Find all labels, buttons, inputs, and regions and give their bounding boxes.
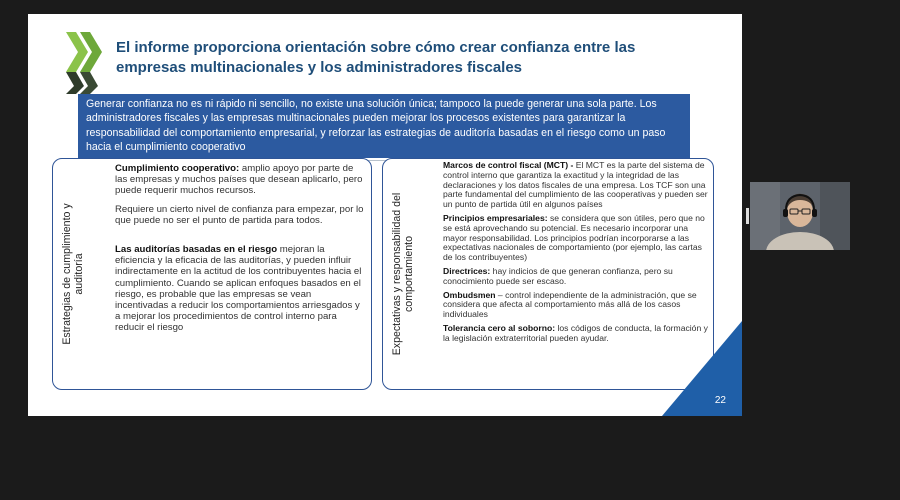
right-label-line-2: comportamiento — [403, 236, 415, 312]
cooperative-compliance-item — [115, 163, 365, 197]
risk-based-audits-heading: Las auditorías basadas en el riesgo — [115, 244, 278, 256]
zero-tolerance-bribery-text: los códigos de conducta, la formación y la legislación extraterritorial pueden ayudar. — [443, 322, 708, 343]
summary-banner: Generar confianza no es ni rápido ni sencillo, no existe una solución única; tampoco la puede generar una sola parte. Los administradores fiscales y las empresas multinacionales pueden mejorar los procesos existentes para garantizar la responsabilidad del comportamiento empresarial, y reforzar las estrategias de auditoría basadas en el riesgo como un paso hacia el cumplimiento cooperativo — [78, 94, 690, 158]
slide-title-line-1: El informe proporciona orientación sobre cómo crear confianza entre las — [116, 39, 636, 56]
risk-based-audits-text: mejoran la eficiencia y la eficacia de las auditorías, y pueden influir indirectamente en la actitud de los contribuyentes hacia el cumplimiento. Cuando se aplican enfoques basados en el riesgo, es probable que las empresas se vean incentivadas a reducir los comportamientos arriesgados y a mejorar los procedimientos de control interno para reducir el riesgo — [115, 244, 362, 334]
left-label-line-1: Estrategias de cumplimiento y — [61, 203, 73, 345]
business-principles-item — [443, 214, 711, 263]
ombudsmen-item — [443, 291, 711, 320]
compliance-strategies-panel — [52, 158, 372, 390]
ombudsmen-heading: Ombudsmen — [443, 289, 496, 300]
compliance-strategies-label — [53, 159, 93, 389]
left-label-line-2: auditoría — [73, 253, 85, 295]
compliance-strategies-text — [115, 163, 365, 341]
behavior-expectations-label — [383, 159, 423, 389]
risk-based-audits-item — [115, 244, 365, 334]
cooperative-compliance-text: amplio apoyo por parte de las empresas y muchos países que desean aplicarlo, pero puede requerir muchos recursos. — [115, 163, 363, 197]
cooperative-compliance-note: Requiere un cierto nivel de confianza para empezar, por lo que puede no ser el punto de partida para todos. — [115, 203, 364, 226]
video-panel-handle[interactable] — [746, 208, 749, 224]
tax-control-framework-text: El MCT es la parte del sistema de control interno que garantiza la exactitud y la integridad de las declaraciones y los datos fiscales de una empresa. Los TCF son una parte fundamental del cumplimiento de las cooperativas y pueden ser un punto de partida útil en algunos países — [443, 160, 708, 210]
slide-title — [116, 38, 716, 78]
oecd-logo-icon — [66, 32, 106, 94]
participant-video-thumbnail[interactable] — [750, 182, 850, 250]
business-principles-text: se considera que son útiles, pero que no se está aprovechando su potencial. Es necesario incorporar una mayor responsabilidad. Los principios podrían incorporarse a las expectativas nacionales de comportamiento (por ejemplo, las cartas de los contribuyentes) — [443, 212, 705, 263]
guidelines-item — [443, 267, 711, 287]
business-principles-heading: Principios empresariales: — [443, 212, 548, 223]
presentation-slide — [28, 14, 742, 416]
page-number: 22 — [714, 395, 726, 406]
behavior-expectations-text — [443, 161, 711, 348]
corner-accent-shape — [662, 321, 742, 416]
tax-control-framework-item — [443, 161, 711, 210]
cooperative-compliance-heading: Cumplimiento cooperativo: — [115, 163, 240, 174]
tax-control-framework-heading: Marcos de control fiscal (MCT) - — [443, 160, 574, 170]
zero-tolerance-bribery-heading: Tolerancia cero al soborno: — [443, 322, 556, 333]
ombudsmen-text: – control independiente de la administración, que se considera que afecta al comportamiento más allá de los casos individuales — [443, 289, 697, 320]
guidelines-heading: Directrices: — [443, 265, 491, 276]
participant-avatar-icon — [750, 182, 850, 250]
right-label-line-1: Expectativas y responsabilidad del — [391, 192, 403, 356]
guidelines-text: hay indicios de que generan confianza, pero su conocimiento puede ser escaso. — [443, 265, 673, 286]
slide-title-line-2: empresas multinacionales y los administradores fiscales — [116, 59, 523, 76]
